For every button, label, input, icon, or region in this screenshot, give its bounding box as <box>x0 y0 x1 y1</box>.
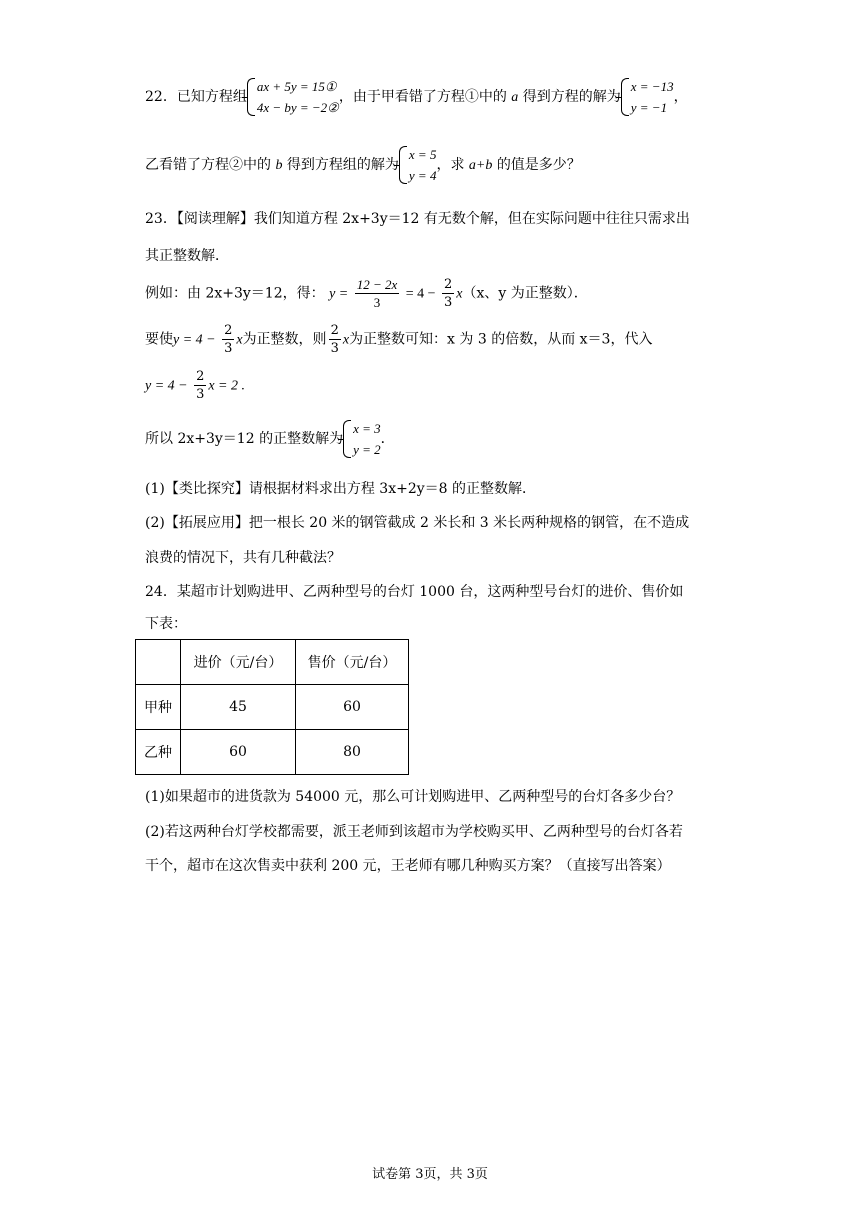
q23-sub-rest: x = 2 . <box>208 378 246 394</box>
q23-ex-frac1-num: 12 − 2x <box>356 277 398 292</box>
q22-sol2-y: y = 4 <box>408 168 437 183</box>
q23-requirement <box>145 322 652 357</box>
q23-sol-prefix: 所以 2x+3y＝12 的正整数解为 <box>145 431 344 447</box>
table-header-cell <box>136 640 181 685</box>
q24-part2-line1: (2)若这两种台灯学校都需要，派王老师到该超市为学校购买甲、乙两种型号的台灯各若 <box>145 824 683 840</box>
q23-req-x2: x <box>342 332 350 348</box>
table-cell: 80 <box>296 730 409 775</box>
q22-expr: a+b <box>468 158 493 173</box>
q23-ex-prefix: 例如：由 2x+3y＝12，得： <box>145 285 325 302</box>
q23-part2-line2: 浪费的情况下，共有几种截法？ <box>145 550 341 566</box>
q23-part1: (1)【类比探究】请根据材料求出方程 3x+2y＝8 的正整数解． <box>145 481 536 497</box>
table-cell: 乙种 <box>136 730 181 775</box>
q23-part2-line1: (2)【拓展应用】把一根长 20 米的钢管截成 2 米长和 3 米长两种规格的钢管，在不造成 <box>145 515 690 531</box>
q22-mid: ，由于甲看错了方程①中的 <box>338 89 507 105</box>
q23-example <box>145 276 588 311</box>
q24-line2: 下表： <box>145 616 187 632</box>
q23-req-mid: 为正整数，则 <box>242 331 327 348</box>
q23-line1: 23．【阅读理解】我们知道方程 2x+3y＝12 有无数个解，但在实际问题中往往只需求出 <box>145 211 690 227</box>
q24-part1: (1)如果超市的进货款为 54000 元，那么可计划购进甲、乙两种型号的台灯各多少台？ <box>145 789 681 805</box>
q22-comma: ， <box>673 89 688 105</box>
q22-solution2 <box>399 144 437 186</box>
table-row <box>136 685 409 730</box>
q22-var-a: a <box>511 90 519 105</box>
table-row <box>136 730 409 775</box>
q23-ex-eq4: = 4 − <box>405 286 436 302</box>
q23-req-frac-den: 3 <box>224 341 233 356</box>
table-cell: 60 <box>296 685 409 730</box>
table-header-cell: 售价（元/台） <box>296 640 409 685</box>
q22-prefix: 22．已知方程组 <box>145 89 247 105</box>
q23-sol-end: ． <box>380 431 395 447</box>
q22-solution1 <box>621 76 674 118</box>
table-cell: 甲种 <box>136 685 181 730</box>
q23-ex-frac2-num: 2 <box>443 277 453 292</box>
q23-sub-frac-num: 2 <box>196 369 205 384</box>
q23-req-frac <box>222 322 234 357</box>
q23-req-frac-num: 2 <box>224 323 233 338</box>
q22-sol1-x: x = −13 <box>630 79 674 94</box>
price-table <box>135 639 409 775</box>
q23-sub-frac-den: 3 <box>196 387 205 402</box>
q23-req-y: y = 4 − <box>173 332 216 348</box>
q23-ex-frac2-den: 3 <box>443 295 453 310</box>
q22-line2-mid: 得到方程组的解为 <box>286 157 399 173</box>
q23-sub-y: y = 4 − <box>145 378 188 394</box>
q23-sol-y: y = 2 <box>353 442 381 457</box>
q23-solution <box>145 418 395 460</box>
q23-sol-x: x = 3 <box>353 421 381 436</box>
table-header-cell: 进价（元/台） <box>181 640 296 685</box>
q23-line2: 其正整数解． <box>145 248 229 264</box>
q22-sol1-y: y = −1 <box>630 100 668 115</box>
q23-ex-suffix: （x、y 为正整数）． <box>462 285 588 302</box>
q23-req-prefix: 要使 <box>145 331 173 348</box>
q23-req-x: x <box>236 332 243 348</box>
q22-equation-system <box>247 76 339 118</box>
q22-line2-end: 的值是多少？ <box>496 157 581 173</box>
table-cell: 45 <box>181 685 296 730</box>
q22-line1 <box>145 76 688 118</box>
q23-ex-frac1-den: 3 <box>373 295 381 310</box>
table-header-row <box>136 640 409 685</box>
q22-eq2: 4x − by = −2② <box>256 100 339 115</box>
q24-part2-line2: 干个，超市在这次售卖中获利 200 元，王老师有哪几种购买方案？（直接写出答案） <box>145 858 671 874</box>
q23-req-frac2 <box>329 322 341 357</box>
q22-sol2-x: x = 5 <box>408 147 437 162</box>
q22-var-b: b <box>275 158 283 173</box>
q22-line2-prefix: 乙看错了方程②中的 <box>145 157 271 173</box>
q23-ex-frac1 <box>355 276 400 311</box>
q24-line1: 24．某超市计划购进甲、乙两种型号的台灯 1000 台，这两种型号台灯的进价、售价如 <box>145 584 684 600</box>
q23-req-frac2-den: 3 <box>330 341 339 356</box>
q23-ex-y: y = <box>329 286 349 302</box>
q22-mid2: 得到方程的解为 <box>522 89 621 105</box>
q23-substitution <box>145 368 245 403</box>
page-footer: 试卷第 3页，共 3页 <box>372 1167 488 1182</box>
q23-req-suffix: 为正整数可知：x 为 3 的倍数，从而 x＝3，代入 <box>349 331 653 348</box>
table-cell: 60 <box>181 730 296 775</box>
q23-sub-frac <box>194 368 206 403</box>
q22-line2 <box>145 144 581 186</box>
q23-ex-x: x <box>456 286 463 302</box>
q23-req-frac2-num: 2 <box>330 323 339 338</box>
q23-ex-frac2 <box>442 276 454 311</box>
q22-eq1: ax + 5y = 15① <box>256 79 337 94</box>
q23-solution-system <box>343 418 381 460</box>
q22-line2-suffix: ，求 <box>436 157 465 173</box>
